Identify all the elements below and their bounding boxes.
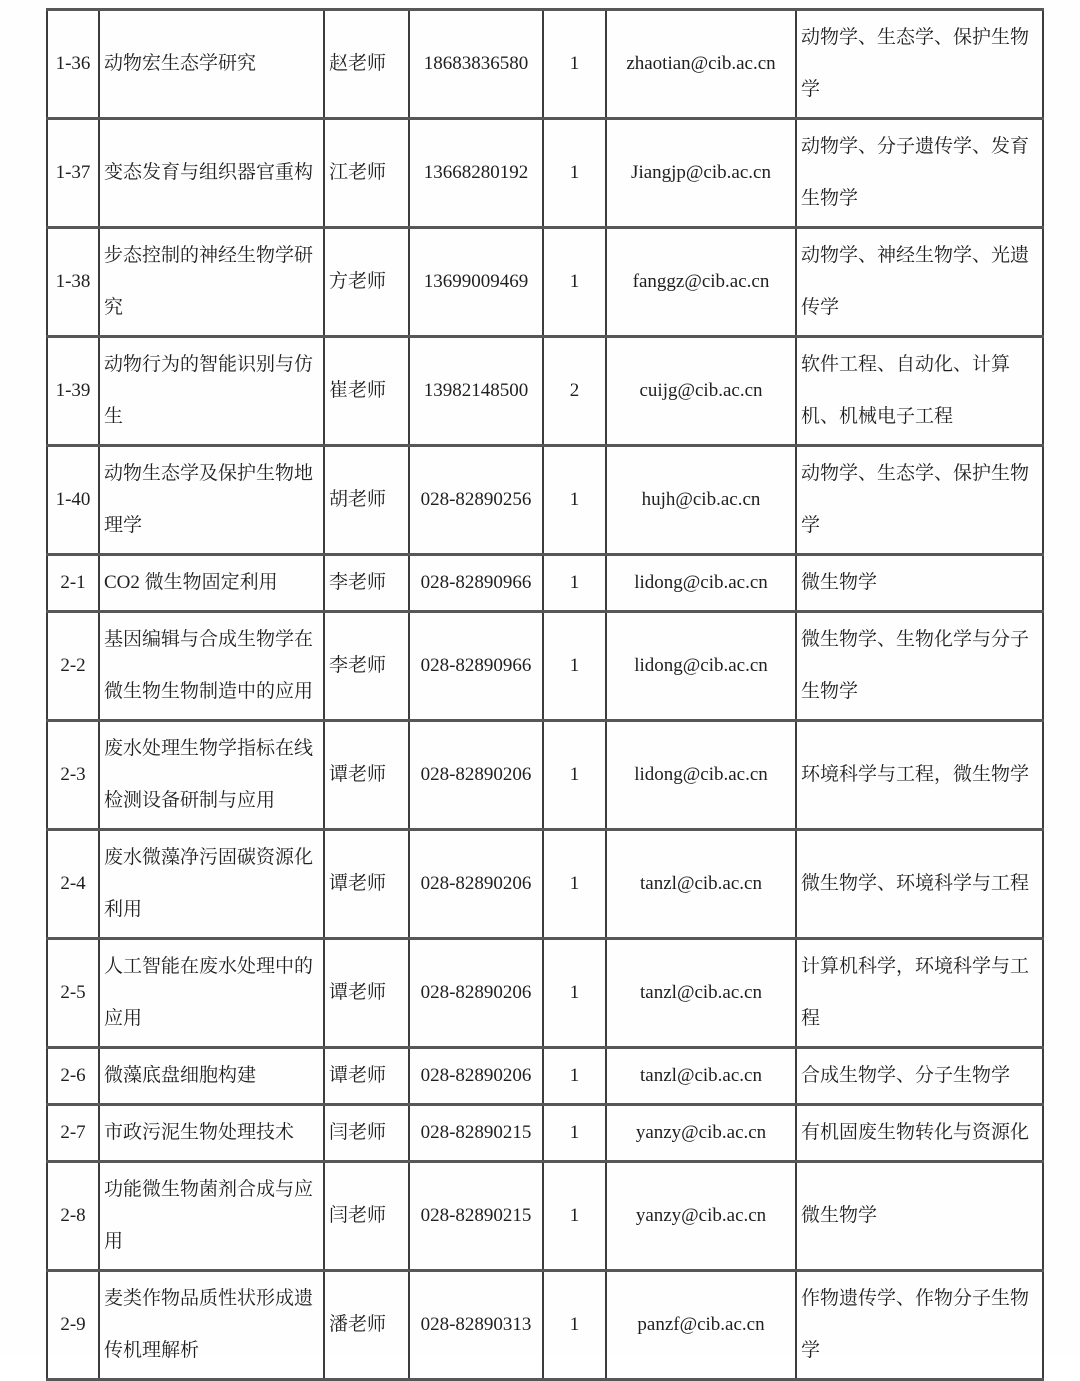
cell-quota: 1: [543, 10, 606, 119]
cell-email: zhaotian@cib.ac.cn: [606, 10, 796, 119]
cell-teacher-name: 谭老师: [324, 939, 409, 1048]
cell-project-id: 2-9: [47, 1271, 99, 1380]
cell-quota: 2: [543, 337, 606, 446]
cell-project-id: 1-39: [47, 337, 99, 446]
cell-project-title: 动物行为的智能识别与仿生: [99, 337, 324, 446]
cell-teacher-name: 赵老师: [324, 10, 409, 119]
cell-quota: 1: [543, 721, 606, 830]
cell-project-title: 废水微藻净污固碳资源化利用: [99, 830, 324, 939]
cell-quota: 1: [543, 1162, 606, 1271]
cell-email: lidong@cib.ac.cn: [606, 721, 796, 830]
table-row: [47, 1048, 1043, 1105]
cell-disciplines: 动物学、分子遗传学、发育生物学: [796, 119, 1043, 228]
cell-disciplines: 有机固废生物转化与资源化: [796, 1105, 1043, 1162]
cell-disciplines: 动物学、神经生物学、光遗传学: [796, 228, 1043, 337]
cell-email: tanzl@cib.ac.cn: [606, 939, 796, 1048]
cell-disciplines: 软件工程、自动化、计算机、机械电子工程: [796, 337, 1043, 446]
table-row: [47, 1271, 1043, 1380]
cell-teacher-name: 潘老师: [324, 1271, 409, 1380]
cell-disciplines: 合成生物学、分子生物学: [796, 1048, 1043, 1105]
cell-phone-number: 028-82890206: [409, 1048, 543, 1105]
cell-disciplines: 环境科学与工程，微生物学: [796, 721, 1043, 830]
cell-quota: 1: [543, 830, 606, 939]
cell-phone-number: 028-82890966: [409, 612, 543, 721]
cell-quota: 1: [543, 1271, 606, 1380]
cell-teacher-name: 李老师: [324, 612, 409, 721]
cell-quota: 1: [543, 446, 606, 555]
cell-project-title: 麦类作物品质性状形成遗传机理解析: [99, 1271, 324, 1380]
table-row: [47, 830, 1043, 939]
cell-teacher-name: 闫老师: [324, 1105, 409, 1162]
cell-project-title: 市政污泥生物处理技术: [99, 1105, 324, 1162]
cell-project-id: 2-5: [47, 939, 99, 1048]
cell-quota: 1: [543, 228, 606, 337]
cell-project-id: 1-38: [47, 228, 99, 337]
cell-project-title: 废水处理生物学指标在线检测设备研制与应用: [99, 721, 324, 830]
cell-phone-number: 13982148500: [409, 337, 543, 446]
table-row: [47, 939, 1043, 1048]
cell-quota: 1: [543, 1105, 606, 1162]
cell-teacher-name: 闫老师: [324, 1162, 409, 1271]
cell-project-title: 基因编辑与合成生物学在微生物生物制造中的应用: [99, 612, 324, 721]
cell-quota: 1: [543, 1048, 606, 1105]
cell-email: yanzy@cib.ac.cn: [606, 1105, 796, 1162]
cell-project-id: 2-1: [47, 555, 99, 612]
table-row: [47, 228, 1043, 337]
cell-teacher-name: 李老师: [324, 555, 409, 612]
table-row: [47, 337, 1043, 446]
cell-teacher-name: 方老师: [324, 228, 409, 337]
cell-project-title: 人工智能在废水处理中的应用: [99, 939, 324, 1048]
cell-project-title: 微藻底盘细胞构建: [99, 1048, 324, 1105]
cell-phone-number: 028-82890206: [409, 721, 543, 830]
cell-quota: 1: [543, 119, 606, 228]
cell-email: lidong@cib.ac.cn: [606, 612, 796, 721]
cell-disciplines: 计算机科学，环境科学与工程: [796, 939, 1043, 1048]
cell-phone-number: 028-82890206: [409, 830, 543, 939]
cell-project-id: 2-8: [47, 1162, 99, 1271]
cell-phone-number: 028-82890966: [409, 555, 543, 612]
cell-email: fanggz@cib.ac.cn: [606, 228, 796, 337]
project-table-body: [47, 10, 1043, 1380]
table-row: [47, 1105, 1043, 1162]
cell-disciplines: 微生物学、环境科学与工程: [796, 830, 1043, 939]
cell-email: cuijg@cib.ac.cn: [606, 337, 796, 446]
cell-quota: 1: [543, 612, 606, 721]
cell-phone-number: 028-82890256: [409, 446, 543, 555]
table-row: [47, 555, 1043, 612]
cell-phone-number: 028-82890206: [409, 939, 543, 1048]
cell-disciplines: 动物学、生态学、保护生物学: [796, 446, 1043, 555]
cell-teacher-name: 崔老师: [324, 337, 409, 446]
cell-project-id: 2-4: [47, 830, 99, 939]
table-row: [47, 446, 1043, 555]
cell-project-id: 2-3: [47, 721, 99, 830]
cell-project-title: 步态控制的神经生物学研究: [99, 228, 324, 337]
cell-project-id: 2-6: [47, 1048, 99, 1105]
cell-teacher-name: 江老师: [324, 119, 409, 228]
table-row: [47, 612, 1043, 721]
cell-disciplines: 微生物学: [796, 1162, 1043, 1271]
cell-project-id: 1-40: [47, 446, 99, 555]
cell-email: tanzl@cib.ac.cn: [606, 1048, 796, 1105]
cell-teacher-name: 谭老师: [324, 721, 409, 830]
cell-email: panzf@cib.ac.cn: [606, 1271, 796, 1380]
cell-project-title: 动物宏生态学研究: [99, 10, 324, 119]
cell-disciplines: 微生物学、生物化学与分子生物学: [796, 612, 1043, 721]
cell-project-id: 1-36: [47, 10, 99, 119]
cell-phone-number: 18683836580: [409, 10, 543, 119]
cell-email: yanzy@cib.ac.cn: [606, 1162, 796, 1271]
cell-project-title: 变态发育与组织器官重构: [99, 119, 324, 228]
table-row: [47, 721, 1043, 830]
cell-project-id: 1-37: [47, 119, 99, 228]
cell-phone-number: 028-82890313: [409, 1271, 543, 1380]
cell-project-id: 2-2: [47, 612, 99, 721]
table-row: [47, 1162, 1043, 1271]
cell-quota: 1: [543, 555, 606, 612]
cell-email: Jiangjp@cib.ac.cn: [606, 119, 796, 228]
cell-teacher-name: 谭老师: [324, 1048, 409, 1105]
cell-email: tanzl@cib.ac.cn: [606, 830, 796, 939]
cell-project-id: 2-7: [47, 1105, 99, 1162]
cell-project-title: 功能微生物菌剂合成与应用: [99, 1162, 324, 1271]
table-row: [47, 10, 1043, 119]
cell-phone-number: 13699009469: [409, 228, 543, 337]
cell-disciplines: 微生物学: [796, 555, 1043, 612]
cell-email: hujh@cib.ac.cn: [606, 446, 796, 555]
project-table: [46, 8, 1044, 1381]
cell-phone-number: 028-82890215: [409, 1162, 543, 1271]
cell-email: lidong@cib.ac.cn: [606, 555, 796, 612]
cell-disciplines: 作物遗传学、作物分子生物学: [796, 1271, 1043, 1380]
cell-quota: 1: [543, 939, 606, 1048]
cell-teacher-name: 胡老师: [324, 446, 409, 555]
table-row: [47, 119, 1043, 228]
cell-teacher-name: 谭老师: [324, 830, 409, 939]
cell-phone-number: 13668280192: [409, 119, 543, 228]
cell-project-title: CO2 微生物固定利用: [99, 555, 324, 612]
cell-disciplines: 动物学、生态学、保护生物学: [796, 10, 1043, 119]
cell-phone-number: 028-82890215: [409, 1105, 543, 1162]
cell-project-title: 动物生态学及保护生物地理学: [99, 446, 324, 555]
